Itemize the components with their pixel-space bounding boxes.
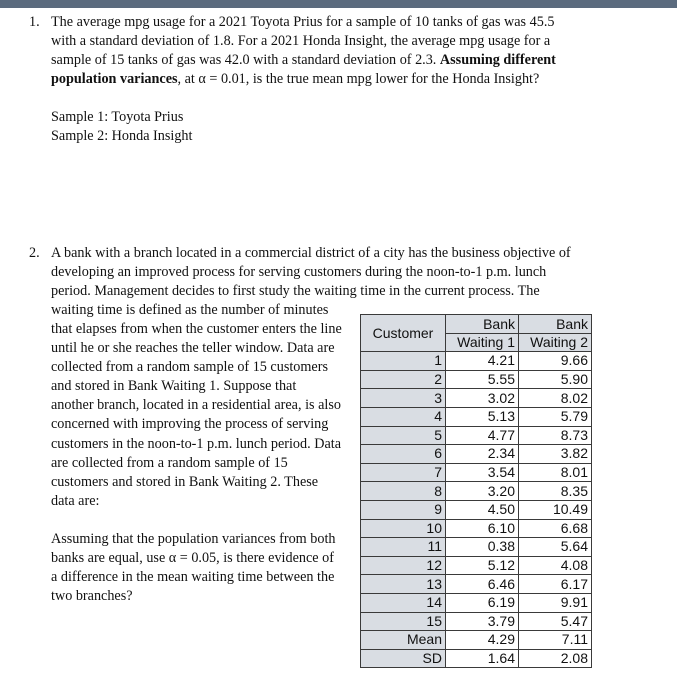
customer-cell: 15 — [361, 612, 446, 631]
header-waiting-1: Waiting 1 — [446, 333, 519, 352]
bank-waiting-1-cell: 4.77 — [446, 426, 519, 445]
customer-cell: 13 — [361, 575, 446, 594]
customer-cell: 3 — [361, 389, 446, 408]
bank-waiting-2-cell: 9.91 — [519, 593, 592, 612]
bank-waiting-2-cell: 8.35 — [519, 482, 592, 501]
table-row — [361, 631, 592, 650]
bank-waiting-1-cell: 3.02 — [446, 389, 519, 408]
q1-line-4-text: , at α = 0.01, is the true mean mpg lower for the Honda Insight? — [177, 71, 540, 88]
q2-prompt-line: two branches? — [51, 588, 133, 605]
table-row — [361, 500, 592, 519]
question-2-prompt — [51, 530, 351, 606]
bank-waiting-1-cell: 4.21 — [446, 352, 519, 371]
q2-line-2: developing an improved process for serving customers during the noon-to-1 p.m. lunch — [51, 264, 547, 281]
table-row — [361, 482, 592, 501]
bank-waiting-2-cell: 5.64 — [519, 538, 592, 557]
bank-waiting-1-cell: 6.19 — [446, 593, 519, 612]
customer-cell: 10 — [361, 519, 446, 538]
question-2-intro — [51, 244, 611, 320]
q1-line-3-text: sample of 15 tanks of gas was 42.0 with a standard deviation of 2.3. — [51, 52, 437, 69]
bank-waiting-1-cell: 1.64 — [446, 649, 519, 668]
header-bank-2-top: Bank — [519, 315, 592, 334]
table-header-row — [361, 315, 592, 334]
q2-body-line: collected from a random sample of 15 customers — [51, 359, 328, 376]
q2-body-line: data are: — [51, 492, 100, 509]
q2-body-line: until he or she reaches the teller window. Data are — [51, 340, 335, 357]
header-bank-1-top: Bank — [446, 315, 519, 334]
bank-waiting-2-cell: 5.79 — [519, 407, 592, 426]
bank-waiting-1-cell: 5.13 — [446, 407, 519, 426]
bank-waiting-1-cell: 6.10 — [446, 519, 519, 538]
bank-waiting-1-cell: 3.79 — [446, 612, 519, 631]
q2-body-line: customers and stored in Bank Waiting 2. These — [51, 473, 319, 490]
q1-bold-variances: population variances — [51, 71, 178, 88]
customer-cell: 9 — [361, 500, 446, 519]
bank-waiting-1-cell: 3.20 — [446, 482, 519, 501]
q2-body-line: another branch, located in a residential area, is also — [51, 397, 341, 414]
customer-cell: 4 — [361, 407, 446, 426]
table-row — [361, 352, 592, 371]
question-2-number: 2. — [29, 245, 40, 261]
customer-cell: 5 — [361, 426, 446, 445]
q1-bold-assuming: Assuming different — [439, 52, 556, 69]
table-row — [361, 426, 592, 445]
customer-cell: SD — [361, 649, 446, 668]
top-bar — [0, 0, 677, 8]
q1-line-4 — [51, 70, 611, 89]
bank-waiting-2-cell: 3.82 — [519, 445, 592, 464]
bank-waiting-1-cell: 6.46 — [446, 575, 519, 594]
q2-line-3: period. Management decides to first study the waiting time in the current process. The — [51, 283, 540, 300]
table-row — [361, 593, 592, 612]
table-row — [361, 389, 592, 408]
question-2-body — [51, 320, 351, 511]
customer-cell: 12 — [361, 556, 446, 575]
table-row — [361, 575, 592, 594]
table-row — [361, 463, 592, 482]
header-customer: Customer — [361, 315, 446, 352]
bank-waiting-2-cell: 4.08 — [519, 556, 592, 575]
table-row — [361, 445, 592, 464]
customer-cell: 8 — [361, 482, 446, 501]
bank-waiting-2-cell: 10.49 — [519, 500, 592, 519]
customer-cell: Mean — [361, 631, 446, 650]
bank-waiting-2-cell: 5.47 — [519, 612, 592, 631]
customer-cell: 14 — [361, 593, 446, 612]
customer-cell: 11 — [361, 538, 446, 557]
table-row — [361, 612, 592, 631]
q2-prompt-line: Assuming that the population variances from both — [51, 531, 336, 547]
question-1-text — [51, 13, 611, 89]
question-1-number: 1. — [29, 14, 40, 30]
bank-waiting-1-cell: 3.54 — [446, 463, 519, 482]
table-row — [361, 556, 592, 575]
q2-body-line: that elapses from when the customer enters the line — [51, 321, 342, 337]
table-row — [361, 407, 592, 426]
bank-waiting-1-cell: 4.29 — [446, 631, 519, 650]
bank-waiting-1-cell: 5.55 — [446, 370, 519, 389]
bank-waiting-2-cell: 7.11 — [519, 631, 592, 650]
bank-waiting-1-cell: 4.50 — [446, 500, 519, 519]
customer-cell: 7 — [361, 463, 446, 482]
bank-waiting-1-cell: 0.38 — [446, 538, 519, 557]
bank-waiting-1-cell: 5.12 — [446, 556, 519, 575]
sample-1: Sample 1: Toyota Prius — [51, 109, 184, 125]
table-row — [361, 649, 592, 668]
bank-waiting-2-cell: 5.90 — [519, 370, 592, 389]
q2-body-line: are collected from a random sample of 15 — [51, 454, 288, 471]
bank-waiting-2-cell: 8.01 — [519, 463, 592, 482]
sample-2: Sample 2: Honda Insight — [51, 128, 193, 145]
bank-waiting-2-cell: 6.17 — [519, 575, 592, 594]
table-row — [361, 370, 592, 389]
bank-waiting-2-cell: 8.73 — [519, 426, 592, 445]
q2-body-line: and stored in Bank Waiting 1. Suppose that — [51, 378, 297, 395]
customer-cell: 1 — [361, 352, 446, 371]
table-row — [361, 538, 592, 557]
q2-line-1: A bank with a branch located in a commercial district of a city has the business objective of — [51, 245, 571, 261]
customer-cell: 2 — [361, 370, 446, 389]
waiting-time-table — [360, 314, 592, 668]
bank-waiting-2-cell: 8.02 — [519, 389, 592, 408]
q2-prompt-line: banks are equal, use α = 0.05, is there evidence of — [51, 550, 334, 567]
q2-prompt-line: a difference in the mean waiting time between the — [51, 569, 335, 586]
q1-line-2: with a standard deviation of 1.8. For a 2021 Honda Insight, the average mpg usage for a — [51, 33, 551, 50]
bank-waiting-1-cell: 2.34 — [446, 445, 519, 464]
customer-cell: 6 — [361, 445, 446, 464]
q1-line-1: The average mpg usage for a 2021 Toyota Prius for a sample of 10 tanks of gas was 45.5 — [51, 14, 555, 30]
table-row — [361, 519, 592, 538]
q2-line-4: waiting time is defined as the number of minutes — [51, 302, 329, 319]
bank-waiting-2-cell: 6.68 — [519, 519, 592, 538]
q2-body-line: concerned with improving the process of serving — [51, 416, 329, 433]
q2-body-line: customers in the noon-to-1 p.m. lunch period. Data — [51, 435, 341, 452]
header-waiting-2: Waiting 2 — [519, 333, 592, 352]
table-body — [361, 352, 592, 668]
sample-list — [51, 108, 192, 146]
q1-line-3 — [51, 51, 611, 70]
bank-waiting-2-cell: 2.08 — [519, 649, 592, 668]
bank-waiting-2-cell: 9.66 — [519, 352, 592, 371]
